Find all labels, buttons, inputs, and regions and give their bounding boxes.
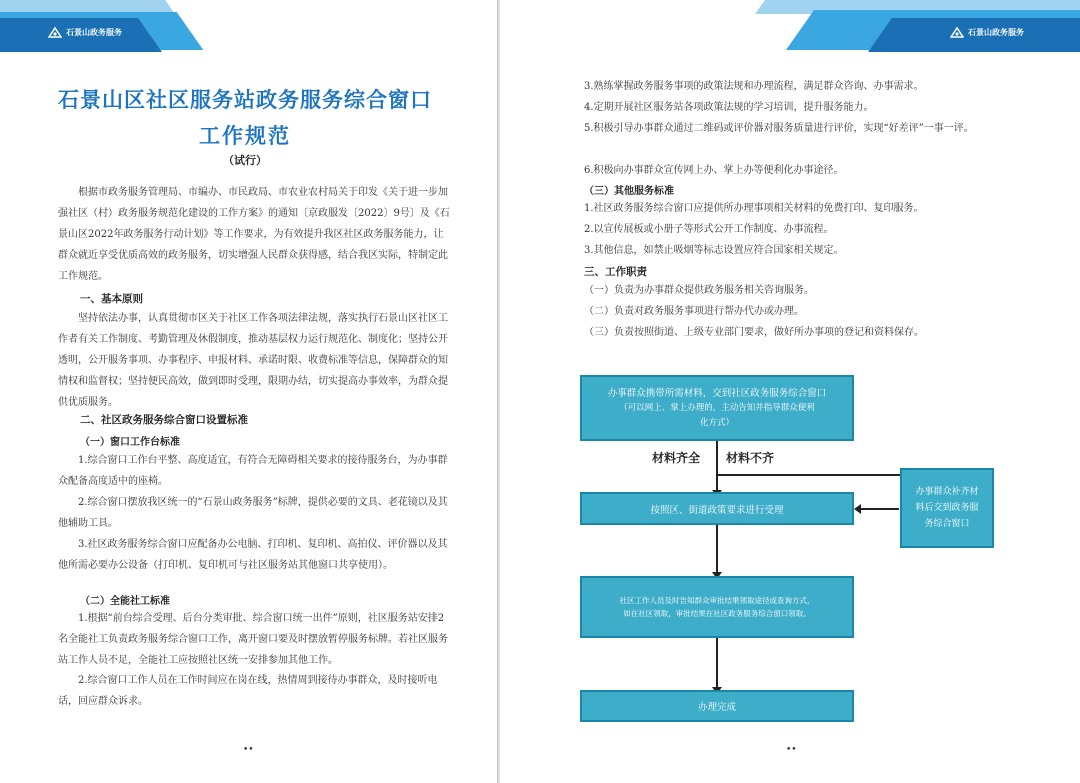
flow-step1-line2: （可以网上、掌上办理的，主动告知并指导群众便利 xyxy=(619,402,815,413)
left-logo xyxy=(48,26,122,38)
flow-step-submit-materials xyxy=(580,375,854,441)
arrow-down-3 xyxy=(716,638,718,688)
arrow-down-1 xyxy=(716,441,718,491)
page-title: 石景山区社区服务站政务服务综合窗口 xyxy=(58,88,432,112)
subtitle-trial: （试行） xyxy=(223,154,267,167)
label-materials-incomplete: 材料不齐 xyxy=(726,451,775,465)
social-worker-item-4: 4.定期开展社区服务站各项政策法规的学习培训，提升服务能力。 xyxy=(584,102,874,113)
other-standard-3: 3.其他信息，如禁止吸烟等标志设置应符合国家相关规定。 xyxy=(584,245,844,256)
other-standard-1: 1.社区政务服务综合窗口应提供所办理事项相关材料的免费打印、复印服务。 xyxy=(584,203,924,214)
logo-icon xyxy=(48,26,62,38)
label-materials-complete: 材料齐全 xyxy=(652,451,701,465)
logo-text: 石景山政务服务 xyxy=(66,27,122,37)
flow-step1-line1: 办事群众携带所需材料，交到社区政务服务综合窗口 xyxy=(607,387,827,399)
duty-1: （一）负责为办事群众提供政务服务相关咨询服务。 xyxy=(584,285,814,296)
flow-step3-line2: 如在社区领取，审批结果在社区政务服务综合窗口领取。 xyxy=(623,609,811,618)
social-worker-item-3: 3.熟练掌握政务服务事项的政策法规和办理流程，满足群众咨询、办事需求。 xyxy=(584,81,924,92)
workbench-item-3: 3.社区政务服务综合窗口应配备办公电脑、打印机、复印机、高拍仪、评价器以及其他所需必要办公设备（打印机、复印机可与社区服务站其他窗口共享使用）。 xyxy=(58,539,448,571)
right-logo xyxy=(950,26,1024,38)
sub-social-worker-standards: （二）全能社工标准 xyxy=(80,596,170,607)
flow-step3-line1: 社区工作人员及时告知群众审批结果领取途径或查询方式， xyxy=(619,596,815,605)
flow-side-line1: 办事群众补齐材 xyxy=(915,487,979,497)
right-page xyxy=(500,0,1080,783)
logo-icon xyxy=(950,26,964,38)
flow-side-line2: 料后交到政务服 xyxy=(915,503,979,513)
section-basic-principles: 一、基本原则 xyxy=(80,293,143,305)
basic-principles-body: 坚持依法办事，认真贯彻市区关于社区工作各项法律法规，落实执行石景山区社区工作者有关工作制度、考勤管理及休假制度，推动基层权力运行规范化、制度化；坚持公开透明，公开服务事项、办事程序、申报材料、承诺时限、收费标准等信息，保障群众的知情权和监督权；坚持便民高效，做到即时受理，限期办结，切实提高办事效率，为群众提供优质服务。 xyxy=(58,313,448,408)
arrow-down-2 xyxy=(716,525,718,573)
duty-3: （三）负责按照街道、上级专业部门要求，做好所办事项的登记和资料保存。 xyxy=(584,327,924,338)
section-duties: 三、工作职责 xyxy=(584,266,647,278)
social-worker-item-1: 1.根据“前台综合受理、后台分类审批、综合窗口统一出件”原则，社区服务站安排2名全能社工负责政务服务综合窗口工作，离开窗口要及时摆放暂停服务标牌。若社区服务站工作人员不足，全能社工应按照社区统一安排参加其他工作。 xyxy=(58,613,448,666)
duty-2: （二）负责对政务服务事项进行帮办代办或办理。 xyxy=(584,306,804,317)
section-window-standards: 二、社区政务服务综合窗口设置标准 xyxy=(80,414,248,426)
social-worker-item-5: 5.积极引导办事群众通过二维码或评价器对服务质量进行评价，实现“好差评”一事一评。 xyxy=(584,123,974,134)
flow-step-complete xyxy=(580,690,854,722)
flow-side-resubmit xyxy=(900,468,994,548)
workbench-item-1: 1.综合窗口工作台平整、高度适宜，有符合无障碍相关要求的接待服务台，为办事群众配备高度适中的座椅。 xyxy=(58,455,448,487)
page-number: •• xyxy=(786,745,797,755)
arrow-left-resubmit xyxy=(861,508,899,510)
flow-step4-text: 办理完成 xyxy=(697,702,736,713)
sub-other-standards: （三）其他服务标准 xyxy=(584,186,674,197)
workbench-item-2: 2.综合窗口摆放我区统一的“石景山政务服务”标牌，提供必要的文具、老花镜以及其他辅助工具。 xyxy=(58,497,448,529)
sub-workbench-standards: （一）窗口工作台标准 xyxy=(80,437,180,448)
flow-step-notify-result xyxy=(580,576,854,638)
page-title-line2: 工作规范 xyxy=(199,124,291,148)
left-header-banner xyxy=(0,0,500,52)
left-page xyxy=(0,0,500,783)
social-worker-item-6: 6.积极向办事群众宣传网上办、掌上办等便利化办事途径。 xyxy=(584,165,844,176)
flow-step2-text: 按照区、街道政策要求进行受理 xyxy=(650,504,784,516)
intro-paragraph: 根据市政务服务管理局、市编办、市民政局、市农业农村局关于印发《关于进一步加强社区（村）政务服务规范化建设的工作方案》的通知〔京政服发〔2022〕9号〕及《石景山区2022年政务服务行动计划》等工作要求，为有效提升我区社区政务服务能力，让群众就近享受优质高效的政务服务，切实增强人民群众获得感，结合我区实际，特制定此工作规范。 xyxy=(58,187,450,282)
social-worker-item-2: 2.综合窗口工作人员在工作时间应在岗在线，热情周到接待办事群众，及时接听电话，回应群众诉求。 xyxy=(58,675,438,707)
logo-text: 石景山政务服务 xyxy=(968,27,1024,37)
other-standard-2: 2.以宣传展板或小册子等形式公开工作制度、办事流程。 xyxy=(584,224,834,235)
page-number: •• xyxy=(243,745,254,755)
flow-step1-line3: 化方式） xyxy=(699,417,734,428)
flow-side-line3: 务综合窗口 xyxy=(924,519,970,529)
right-header-banner xyxy=(500,0,1080,52)
flow-step-accept xyxy=(580,492,854,525)
